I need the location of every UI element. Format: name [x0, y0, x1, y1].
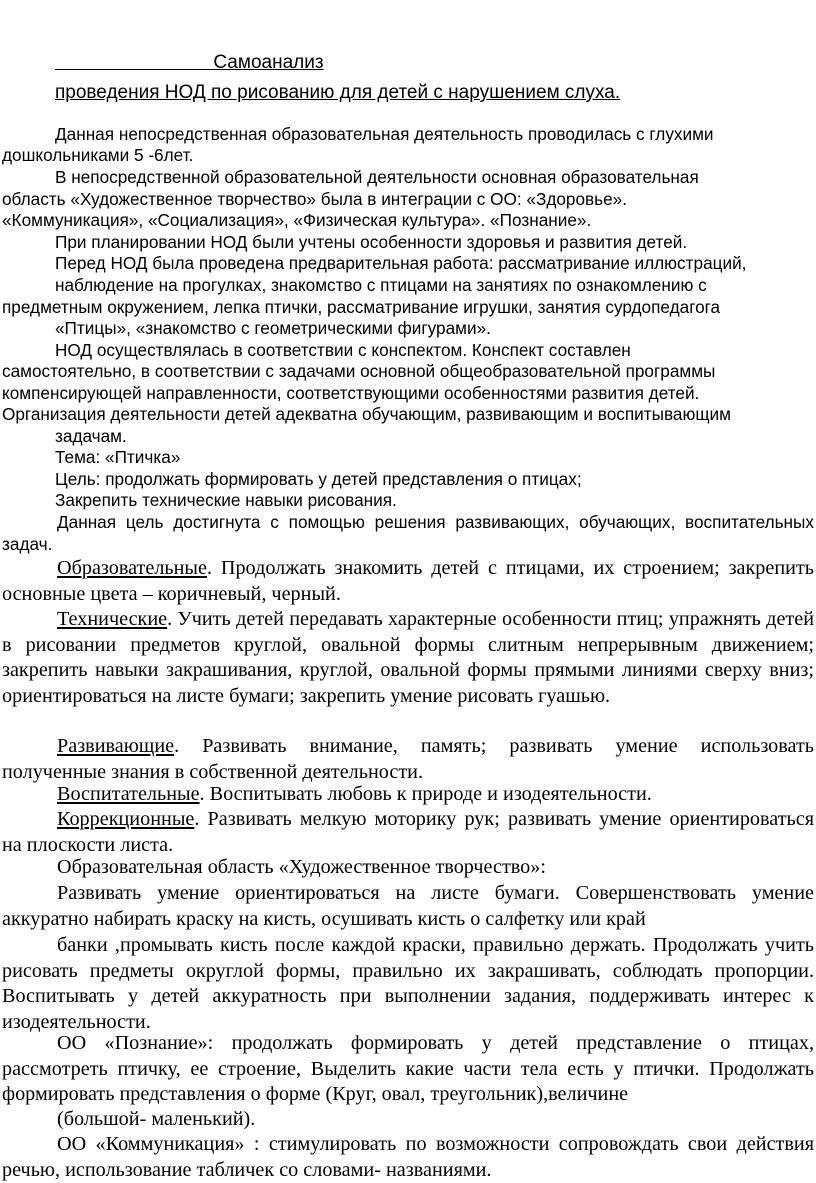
- title-line-2: проведения НОД по рисованию для детей с нарушением слуха.: [55, 82, 621, 103]
- text-line: задачам.: [55, 426, 127, 446]
- task-label: Технические: [57, 608, 168, 630]
- oo-kommunikaciya-paragraph: ОО «Коммуникация» : стимулировать по возможности сопровождать свои действия речью, использование табличек со словами- названиями.: [2, 1133, 814, 1181]
- text-line: предметным окружением, лепка птички, рассматривание игрушки, занятия сурдопедагога: [2, 297, 721, 317]
- area-paragraph-2: банки ,промывать кисть после каждой краски, правильно держать. Продолжать учить рисовать предметы округлой формы, правильно их закрашивать, соблюдать пропорции. Воспитывать у детей аккуратность при выполнении задания, поддерживать интерес к изодеятельности.: [2, 934, 814, 1033]
- task-technical: [2, 607, 814, 709]
- text-line: Цель: продолжать формировать у детей представления о птицах;: [55, 469, 582, 489]
- text-line: компенсирующей направленности, соответствующими особенностями развития детей.: [2, 383, 700, 403]
- text-line: В непосредственной образовательной деятельности основная образовательная: [55, 167, 699, 187]
- task-correctional: [2, 807, 814, 858]
- task-text: . Продолжать знакомить детей с птицами, их строением; закрепить основные цвета – коричневый, черный.: [2, 557, 814, 605]
- task-text: . Воспитывать любовь к природе и изодеятельности.: [199, 783, 652, 805]
- text-line: При планировании НОД были учтены особенности здоровья и развития детей.: [55, 232, 688, 252]
- text-line: Тема: «Птичка»: [55, 447, 181, 467]
- task-text: . Учить детей передавать характерные особенности птиц; упражнять детей в рисовании предметов круглой, овальной формы слитным непрерывным движением; закрепить навыки закрашивания, круглой, овальной формы прямыми линиями сверху вниз; ориентироваться на листе бумаги; закрепить умение рисовать гуашью.: [2, 608, 814, 707]
- text-line: НОД осуществлялась в соответствии с конспектом. Конспект составлен: [55, 340, 631, 360]
- task-label: Образовательные: [57, 557, 207, 579]
- text-line: Организация деятельности детей адекватна обучающим, развивающим и воспитывающим: [2, 404, 731, 424]
- task-educational: [2, 556, 814, 607]
- task-text: . Развивать внимание, память; развивать умение использовать полученные знания в собственной деятельности.: [2, 735, 814, 783]
- text-line: Закрепить технические навыки рисования.: [55, 490, 397, 510]
- task-upbringing: [2, 782, 814, 808]
- title-line-1: Самоанализ: [213, 52, 324, 73]
- area-paragraph-1: Развивать умение ориентироваться на листе бумаги. Совершенствовать умение аккуратно набирать краску на кисть, осушивать кисть о салфетку или край: [2, 882, 814, 930]
- task-developing: [2, 734, 814, 785]
- text-line: самостоятельно, в соответствии с задачами основной общеобразовательной программы: [2, 361, 716, 381]
- oo-poznanie-continuation: (большой- маленький).: [57, 1108, 256, 1130]
- task-text: . Развивать мелкую моторику рук; развивать умение ориентироваться на плоскости листа.: [2, 808, 814, 856]
- goal-paragraph: Данная цель достигнута с помощью решения развивающих, обучающих, воспитательных задач.: [2, 512, 814, 554]
- text-line: «Коммуникация», «Социализация», «Физическая культура». «Познание».: [2, 210, 592, 230]
- text-line: Данная непосредственная образовательная деятельность проводилась с глухими: [55, 124, 714, 144]
- task-label: Коррекционные: [57, 808, 195, 830]
- text-line: дошкольниками 5 -6лет.: [2, 145, 194, 165]
- area-heading: Образовательная область «Художественное творчество»:: [57, 856, 546, 878]
- oo-poznanie-paragraph: ОО «Познание»: продолжать формировать у детей представление о птицах, рассмотреть птичку, ее строение, Выделить какие части тела есть у птички. Продолжать формировать представления о форме (Круг, овал, треугольник),величине: [2, 1032, 814, 1105]
- text-line: Перед НОД была проведена предварительная работа: рассматривание иллюстраций,: [55, 253, 747, 273]
- text-line: наблюдение на прогулках, знакомство с птицами на занятиях по ознакомлению с: [55, 275, 707, 295]
- text-line: область «Художественное творчество» была в интеграции с ОО: «Здоровье».: [2, 189, 628, 209]
- task-label: Воспитательные: [57, 783, 200, 805]
- text-line: «Птицы», «знакомство с геометрическими фигурами».: [55, 318, 491, 338]
- task-label: Развивающие: [57, 735, 175, 757]
